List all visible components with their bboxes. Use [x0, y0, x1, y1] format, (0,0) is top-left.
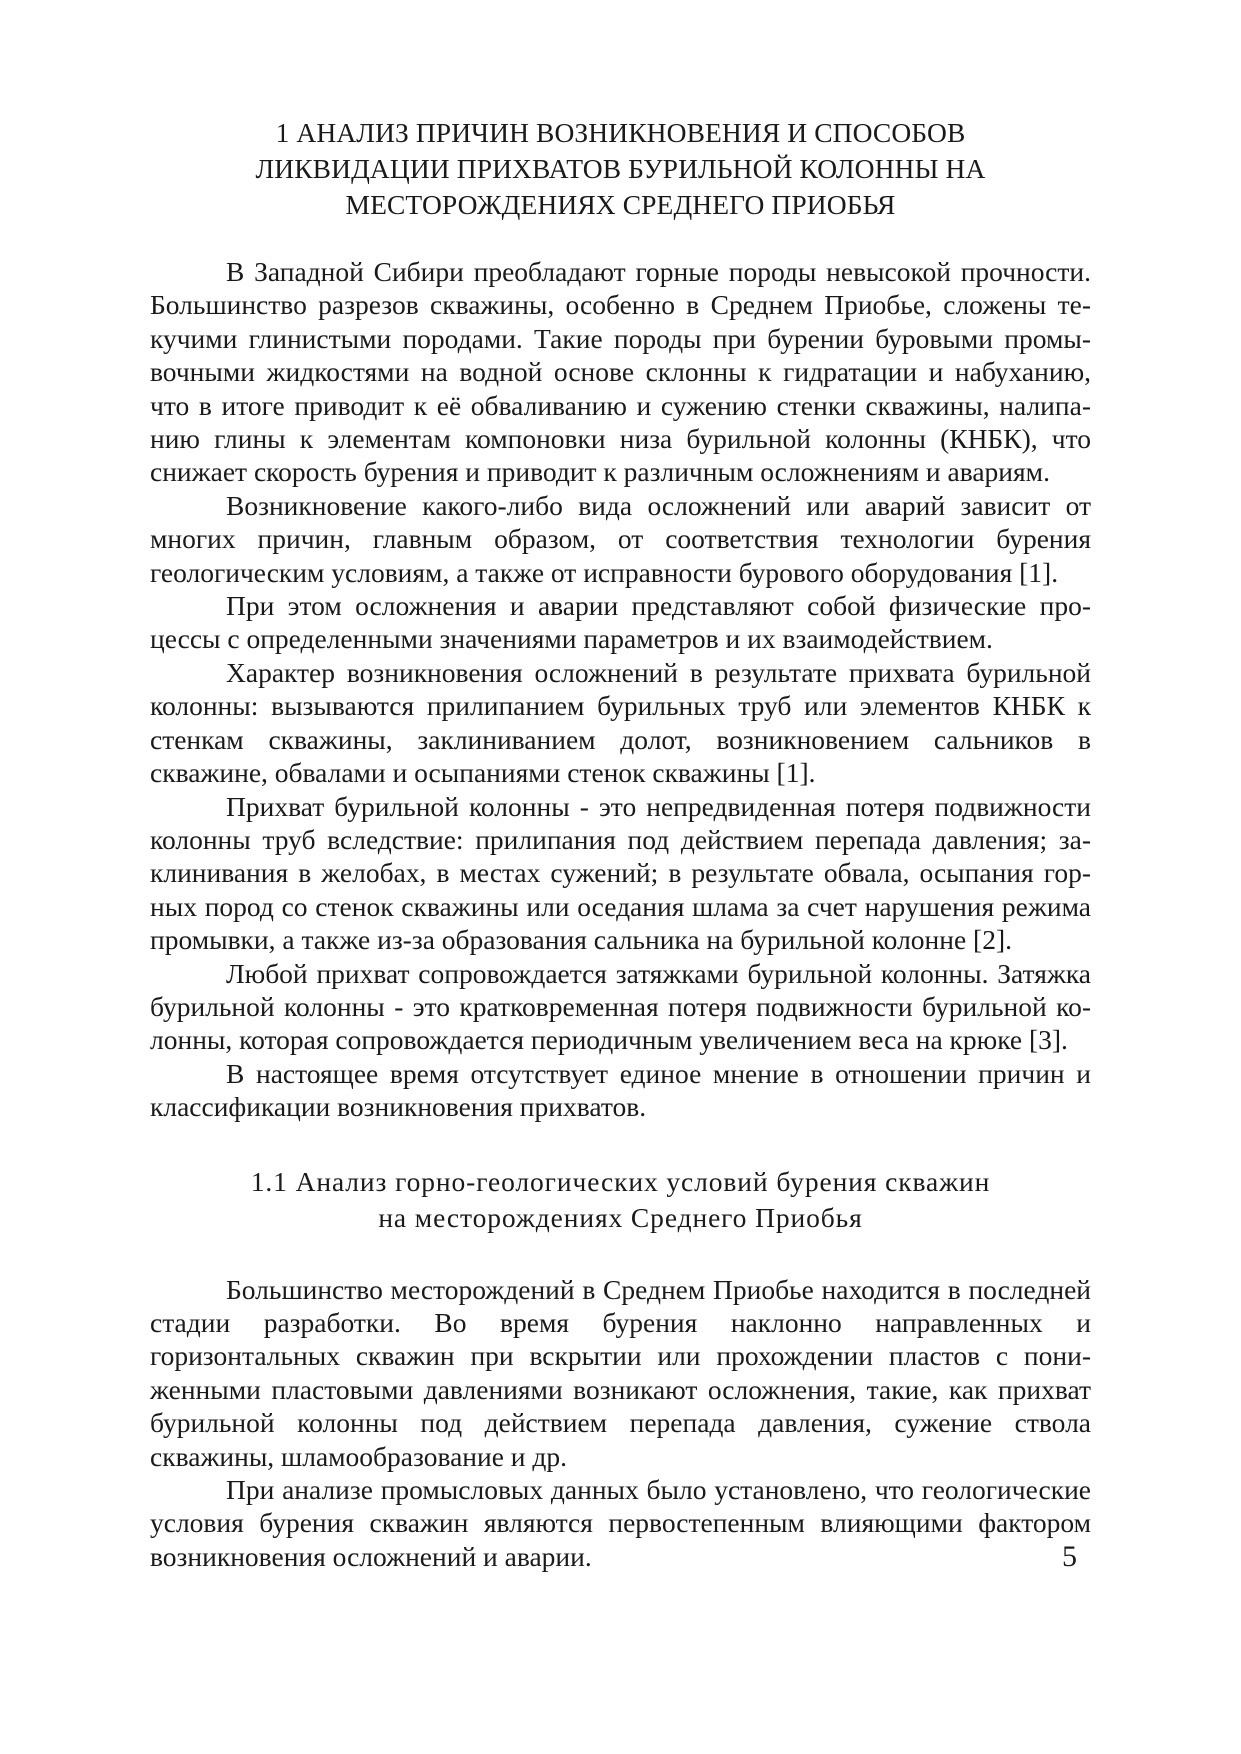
paragraph: В Западной Сибири преобладают горные породы невысокой прочности. Большинство разрезов скважины, особенно в Среднем Приобье, сложены текучими глинистыми породами. Такие породы при бурении буровыми промывочными жидкостями на водной основе склонны к гидратации и набуханию, что в итоге приводит к её обваливанию и сужению стенки скважины, налипанию глины к элементам компоновки низа бурильной колонны (КНБК), что снижает скорость бурения и приводит к различным осложнениям и авариям. — [150, 256, 1091, 488]
document-page — [150, 115, 1091, 1573]
page-number: 5 — [1062, 1540, 1077, 1573]
chapter-title-line: МЕСТОРОЖДЕНИЯХ СРЕДНЕГО ПРИОБЬЯ — [345, 189, 896, 220]
paragraph: При этом осложнения и аварии представляют собой физические процессы с определенными значениями параметров и их взаимодействием. — [150, 590, 1091, 655]
paragraph: Возникновение какого-либо вида осложнений или аварий зависит от многих причин, главным образом, от соответствия технологии бурения геологическим условиям, а также от исправности бурового оборудования [1]. — [150, 489, 1091, 588]
chapter-title — [150, 115, 1091, 223]
section-title-line: 1.1 Анализ горно-геологических условий бурения скважин — [250, 1165, 991, 1197]
paragraph: Любой прихват сопровождается затяжками бурильной колонны. Затяжка бурильной колонны - это кратковременная потеря подвижности бурильной колонны, которая сопровождается периодичным увеличением веса на крюке [3]. — [150, 957, 1091, 1056]
paragraph: При анализе промысловых данных было установлено, что геологические условия бурения скважин являются первостепенным влияющими фактором возникновения осложнений и аварии. — [150, 1474, 1091, 1572]
section-title-line: на месторождениях Среднего Приобья — [378, 1201, 863, 1233]
paragraph: Прихват бурильной колонны - это непредвиденная потеря подвижности колонны труб вследствие: прилипания под действием перепада давления; заклинивания в желобах, в местах сужений; в результате обвала, осыпания горных пород со стенок скважины или оседания шлама за счет нарушения режима промывки, а также из-за образования сальника на бурильной колонне [2]. — [150, 790, 1091, 956]
chapter-title-line: ЛИКВИДАЦИИ ПРИХВАТОВ БУРИЛЬНОЙ КОЛОННЫ НА — [255, 153, 986, 184]
chapter-title-line: 1 АНАЛИЗ ПРИЧИН ВОЗНИКНОВЕНИЯ И СПОСОБОВ — [275, 117, 966, 148]
paragraph: Характер возникновения осложнений в результате прихвата бурильной колонны: вызываются прилипанием бурильных труб или элементов КНБК к стенкам скважины, заклиниванием долот, возникновением сальников в скважине, обвалами и осыпаниями стенок скважины [1]. — [150, 656, 1091, 789]
section-title — [150, 1164, 1091, 1236]
paragraph: Большинство месторождений в Среднем Приобье находится в последней стадии разработки. Во время бурения наклонно направленных и горизонтальных скважин при вскрытии или прохождении пластов с пониженными пластовыми давлениями возникают осложнения, такие, как прихват бурильной колонны под действием перепада давления, сужение ствола скважины, шламообразование и др. — [150, 1273, 1091, 1472]
paragraph: В настоящее время отсутствует единое мнение в отношении причин и классификации возникновения прихватов. — [150, 1057, 1091, 1123]
